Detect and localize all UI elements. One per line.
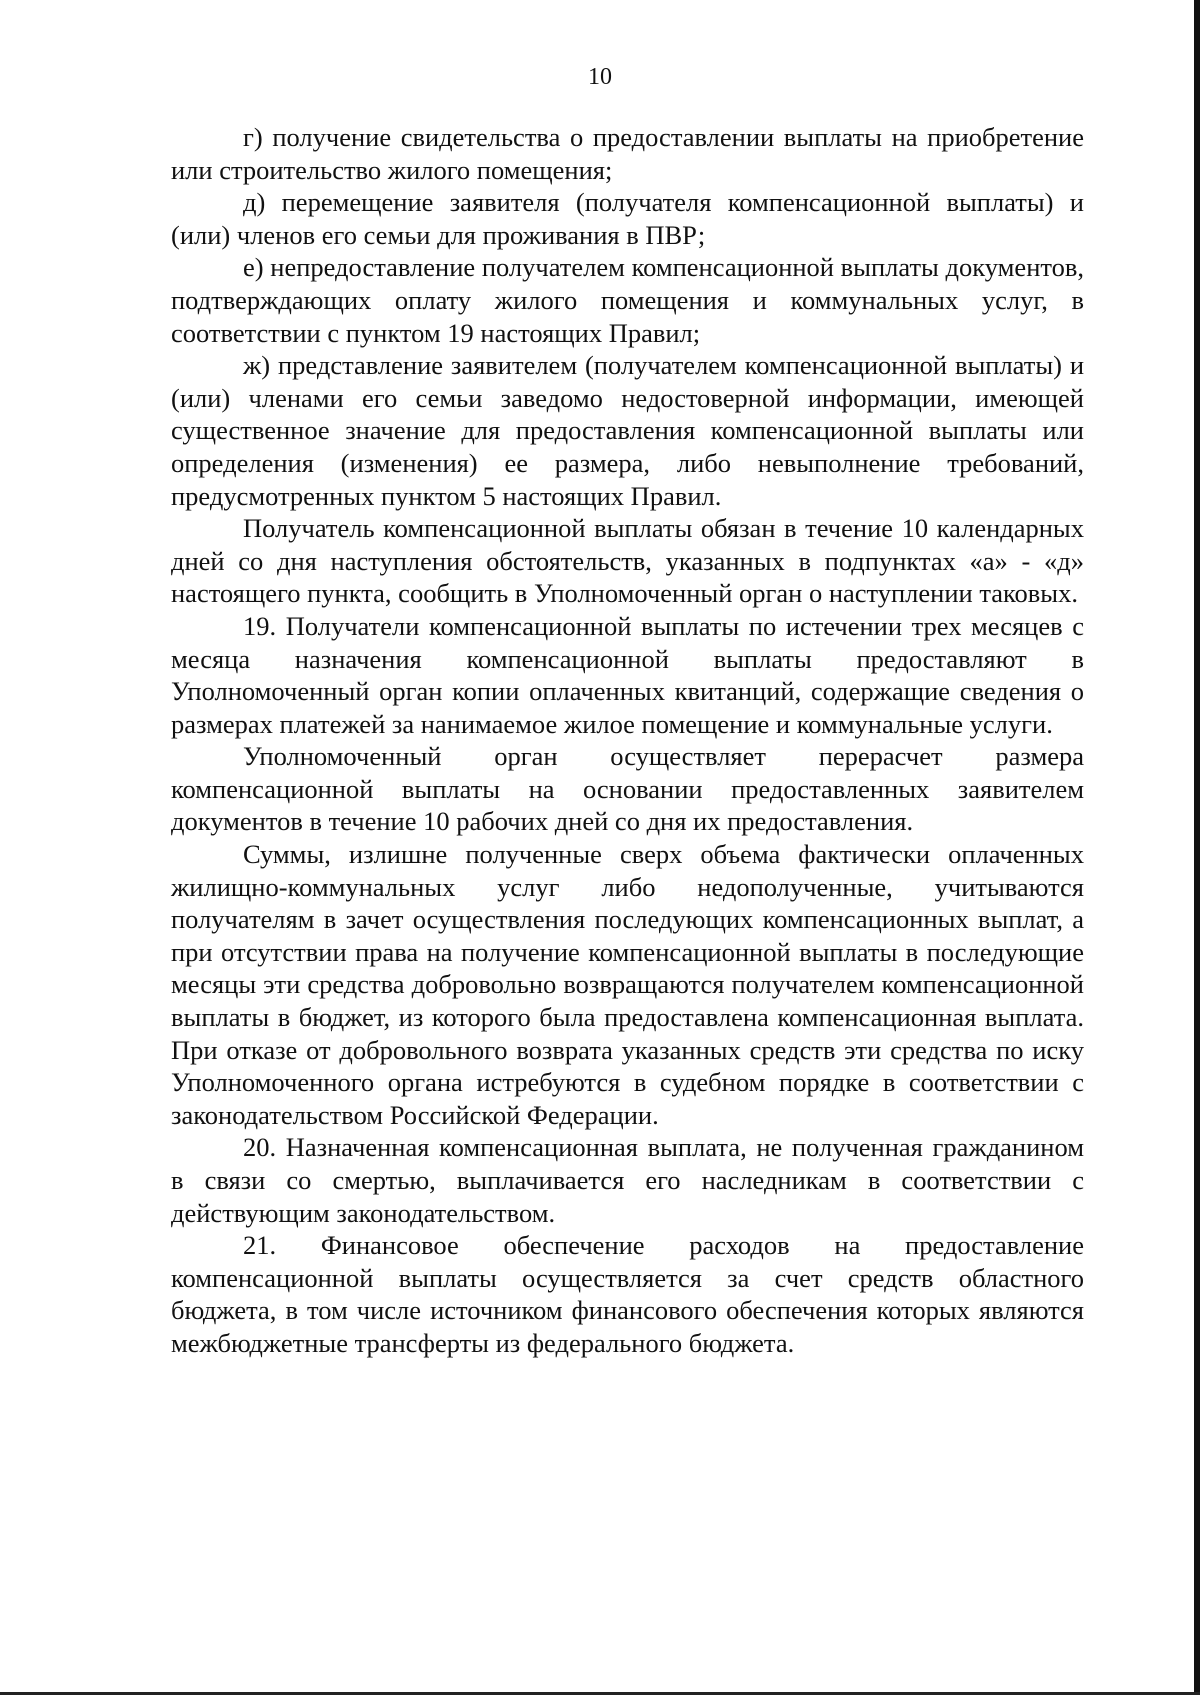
- document-body: [171, 121, 1084, 1360]
- paragraph-item-21: 21. Финансовое обеспечение расходов на предоставление компенсационной выплаты осуществляется за счет средств областного бюджета, в том числе источником финансового обеспечения которых являются межбюджетные трансферты из федерального бюджета.: [171, 1230, 1084, 1358]
- paragraph-subitem-zh: ж) представление заявителем (получателем компенсационной выплаты) и (или) членами его семьи заведомо недостоверной информации, имеющей существенное значение для предоставления компенсационной выплаты или определения (изменения) ее размера, либо невыполнение требований, предусмотренных пунктом 5 настоящих Правил.: [171, 350, 1084, 511]
- paragraph-subitem-d: д) перемещение заявителя (получателя компенсационной выплаты) и (или) членов его семьи для проживания в ПВР;: [171, 187, 1084, 250]
- paragraph-recalculation: Уполномоченный орган осуществляет перерасчет размера компенсационной выплаты на основании предоставленных заявителем документов в течение 10 рабочих дней со дня их предоставления.: [171, 741, 1084, 837]
- paragraph-recipient-obligation: Получатель компенсационной выплаты обязан в течение 10 календарных дней со дня наступления обстоятельств, указанных в подпунктах «а» - «д» настоящего пункта, сообщить в Уполномоченный орган о наступлении таковых.: [171, 513, 1084, 609]
- paragraph-overpayment: Суммы, излишне полученные сверх объема фактически оплаченных жилищно-коммунальных услуг либо недополученные, учитываются получателям в зачет осуществления последующих компенсационных выплат, а при отсутствии права на получение компенсационной выплаты в последующие месяцы эти средства добровольно возвращаются получателем компенсационной выплаты в бюджет, из которого была предоставлена компенсационная выплата. При отказе от добровольного возврата указанных средств эти средства по иску Уполномоченного органа истребуются в судебном порядке в соответствии с законодательством Российской Федерации.: [171, 839, 1084, 1130]
- paragraph-subitem-e: е) непредоставление получателем компенсационной выплаты документов, подтверждающих оплату жилого помещения и коммунальных услуг, в соответствии с пунктом 19 настоящих Правил;: [171, 252, 1084, 348]
- paragraph-item-19: 19. Получатели компенсационной выплаты по истечении трех месяцев с месяца назначения компенсационной выплаты предоставляют в Уполномоченный орган копии оплаченных квитанций, содержащие сведения о размерах платежей за нанимаемое жилое помещение и коммунальные услуги.: [171, 610, 1084, 739]
- paragraph-item-20: 20. Назначенная компенсационная выплата, не полученная гражданином в связи со смертью, выплачивается его наследникам в соответствии с действующим законодательством.: [171, 1132, 1084, 1228]
- paragraph-subitem-g: г) получение свидетельства о предоставлении выплаты на приобретение или строительство жилого помещения;: [171, 122, 1084, 185]
- page-number: 10: [588, 64, 612, 90]
- scan-border-right: [1194, 0, 1200, 1695]
